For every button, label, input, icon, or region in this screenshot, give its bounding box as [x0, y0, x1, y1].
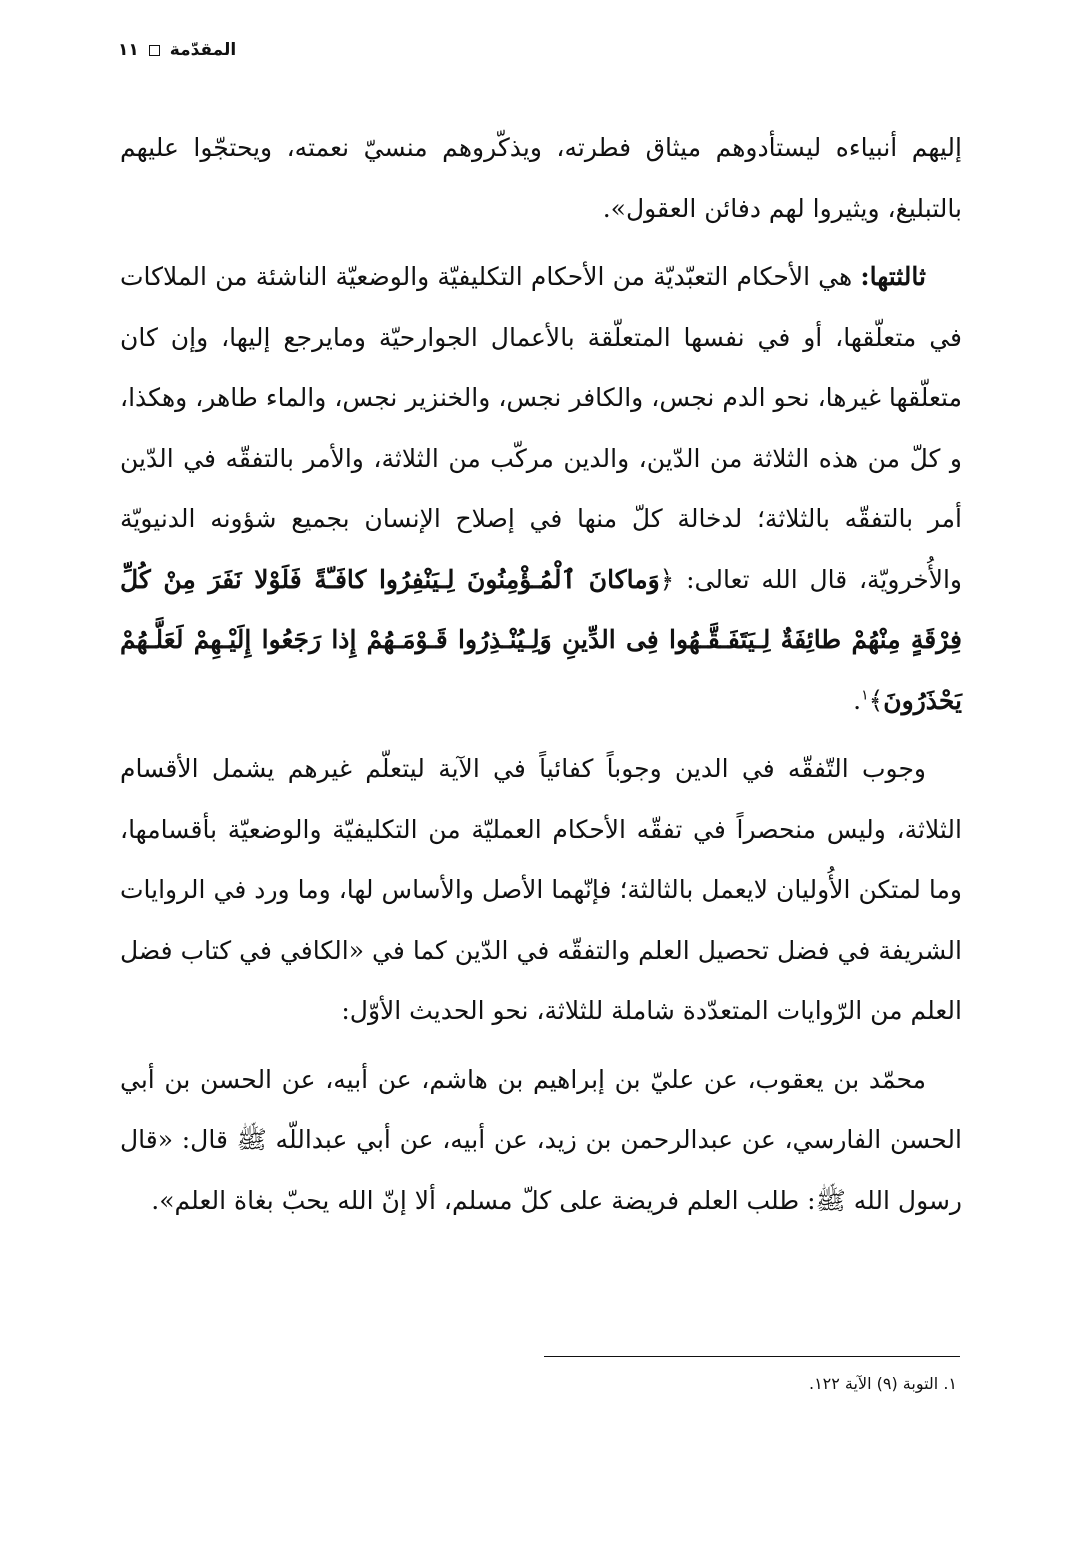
paragraph-1: إليهم أنبياءه ليستأدوهم ميثاق فطرته، ويذكّروهم منسيّ نعمته، ويحتجّوا عليهم بالتبليغ، ويثيروا لهم دفائن العقول». — [120, 133, 962, 223]
paragraph-3: وجوب التّفقّه في الدين وجوباً كفائياً في الآية ليتعلّم غيرهم يشمل الأقسام الثلاثة، وليس منحصراً في تفقّه الأحكام العمليّة من التكليفيّة والوضعيّة بأقسامها، وما لمتكن الأُوليان لايعمل بالثالثة؛ فإنّهما الأصل والأساس لها، وما ورد في الروايات الشريفة في فضل تحصيل العلم والتفقّه في الدّين كما في «الكافي في كتاب فضل العلم من الرّوايات المتعدّدة شاملة للثلاثة، نحو الحديث الأوّل: — [120, 754, 962, 1025]
quran-open-bracket: ﴿ — [659, 564, 675, 594]
paragraph-2-text: هي الأحكام التعبّديّة من الأحكام التكليفيّة والوضعيّة الناشئة من الملاكات في متعلّقها، أو في نفسها المتعلّقة بالأعمال الجوارحيّة ومايرجع إليها، وإن كان متعلّقها غيرها، نحو الدم نجس، والكافر نجس، والخنزير نجس، والماء طاهر، وهكذا، و كلّ من هذه الثلاثة من الدّين، والدين مركّب من الثلاثة، والأمر بالتفقّه في الدّين أمر بالتفقّه بالثلاثة؛ لدخالة كلّ منها في إصلاح الإنسان بجميع شؤونه الدنيويّة والأُخرويّة، قال الله تعالى: — [120, 262, 962, 594]
footnote: ١. التوبة (٩) الآية ١٢٢. — [808, 1374, 957, 1393]
quran-close-bracket: ﴾ — [868, 685, 884, 715]
lead-term-thalithatuha: ثالثتها: — [860, 262, 926, 291]
footnote-divider — [544, 1356, 960, 1357]
footnote-reference[interactable]: ١ — [861, 687, 869, 704]
page-number: ١١ — [118, 40, 139, 60]
paragraph-4-hadith: محمّد بن يعقوب، عن عليّ بن إبراهيم بن هاشم، عن أبيه، عن الحسن بن أبي الحسن الفارسي، عن عبدالرحمن بن زيد، عن أبيه، عن أبي عبداللّه ﷺ قال: «قال رسول الله ﷺ: طلب العلم فريضة على كلّ مسلم، ألا إنّ الله يحبّ بغاة العلم». — [120, 1064, 962, 1215]
body-text — [120, 118, 962, 1231]
quran-verse: وَماكانَ ٱلْمُـؤْمِنُونَ لِـيَنْفِرُوا كافَـّةً فَلَوْلا نَفَرَ مِنْ كُلِّ فِرْقَةٍ مِنْهُمْ طائِفَةٌ لِـيَتَفَـقَّـهُوا فِى الدِّينِ وَلِـيُنْـذِرُوا قَـوْمَـهُمْ إِذا رَجَعُوا إِلَيْـهِمْ لَعَلَّـهُمْ يَحْذَرُونَ — [120, 564, 962, 715]
square-separator-icon — [149, 45, 160, 56]
paragraph-2 — [120, 247, 962, 731]
paragraph-2-end: . — [853, 685, 862, 715]
running-header — [118, 40, 236, 60]
section-title: المقدّمة — [169, 40, 237, 60]
